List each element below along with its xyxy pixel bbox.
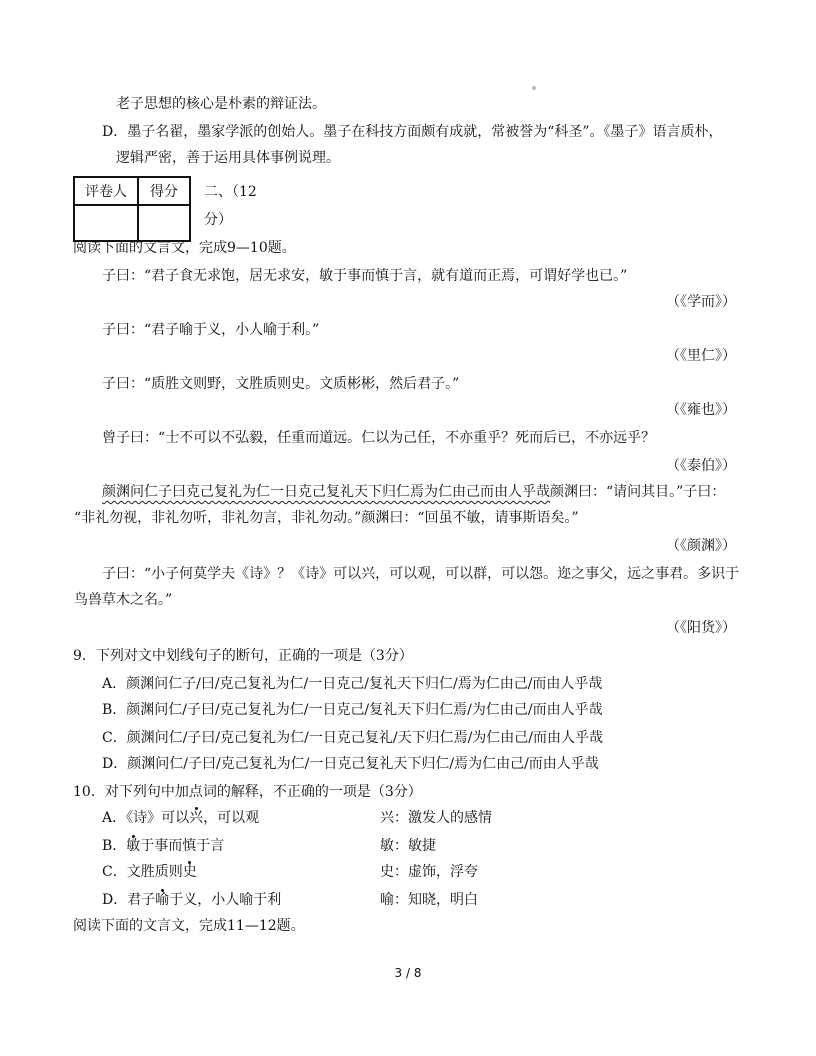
grader-cell [74,205,138,241]
question-10-explanation-b: 敏：敏捷 [380,838,436,854]
source-yongye: （《雍也》） [666,402,736,418]
source-xueer: （《学而》） [666,294,736,310]
section-heading [204,178,257,234]
reading-instruction-1: 阅读下面的文言文，完成9—10题。 [73,240,296,256]
passage-yongye: 子曰：“质胜文则野，文胜质则史。文质彬彬，然后君子。” [102,376,460,392]
option-b-rest: 于事而慎于言 [140,838,225,854]
passage-yanghuo-line1: 子曰：“小子何莫学夫《诗》？《诗》可以兴，可以观，可以群，可以怨。迩之事父，远之事君。多识于 [102,566,740,582]
passage-yanghuo-line2: 鸟兽草木之名。” [74,592,173,608]
score-header: 得分 [138,177,190,205]
dotted-word-a: 兴 [189,810,204,826]
section-heading-line1: 二、（12 [204,184,257,200]
passage-yanyuan-line2: “非礼勿视，非礼勿听，非礼勿言，非礼勿动。”颜渊曰：“回虽不敏，请事斯语矣。” [74,510,579,526]
option-b-label: B． [102,838,127,854]
question-10-explanation-c: 史：虚饰，浮夸 [380,864,478,880]
option-c-tail: 老子思想的核心是朴素的辩证法。 [116,96,326,112]
option-a-label: A．《诗》可以 [102,810,190,826]
passage-xueer: 子曰：“君子食无求饱，居无求安，敏于事而慎于言，就有道而正焉，可谓好学也已。” [102,268,628,284]
source-liren: （《里仁》） [666,348,736,364]
section-heading-line2: 分） [204,212,232,228]
question-9-stem: 9．下列对文中划线句子的断句，正确的一项是（3分） [73,648,413,664]
option-a-rest: ，可以观 [203,810,260,826]
underlined-sentence: 颜渊问仁子曰克己复礼为仁一日克己复礼天下归仁焉为仁由己而由人乎哉 [102,484,550,500]
score-table [73,176,191,242]
dotted-word-c: 史 [182,864,197,880]
question-9-option-a: A．颜渊问仁子/曰/克己复礼为仁/一日克己/复礼天下归仁/焉为仁由己/而由人乎哉 [102,676,603,692]
question-9-option-d: D．颜渊问仁/子曰/克己复礼为仁/一日克己复礼天下归仁/焉为仁由己/而由人乎哉 [102,756,599,772]
dotted-word-b: 敏 [126,838,141,854]
passage-yanyuan-line1 [102,482,725,502]
question-10-explanation-a: 兴：激发人的感情 [380,810,492,826]
source-yanyuan: （《颜渊》） [666,538,736,554]
grader-header: 评卷人 [74,177,138,205]
question-10-option-b [102,836,224,856]
passage-liren: 子曰：“君子喻于义，小人喻于利。” [102,322,320,338]
question-10-option-d [102,890,281,910]
question-10-option-c [102,862,197,882]
score-cell [138,205,190,241]
question-10-option-a [102,808,259,828]
option-c-label: C．文胜质则 [102,864,183,880]
scan-dot [532,86,536,90]
question-9-option-b: B．颜渊问仁/子曰/克己复礼为仁/一日克己/复礼天下归仁焉/为仁由己/而由人乎哉 [102,702,603,718]
question-10-stem: 10．对下列句中加点词的解释，不正确的一项是（3分） [73,784,422,800]
dotted-word-d: 喻 [155,892,170,908]
source-taibo: （《泰伯》） [666,458,736,474]
option-d-line1: D．墨子名翟，墨家学派的创始人。墨子在科技方面颇有成就，常被誉为“科圣”。《墨子》语言质朴， [102,124,723,140]
option-d-rest: 于义，小人喻于利 [169,892,282,908]
passage-yanyuan-rest: 颜渊曰：“请问其目。”子曰： [550,484,726,500]
option-d-line2: 逻辑严密，善于运用具体事例说理。 [116,150,340,166]
option-d-label: D．君子 [102,892,156,908]
source-yanghuo: （《阳货》） [666,620,736,636]
question-9-option-c: C．颜渊问仁/子曰/克己复礼为仁/一日克己复礼/天下归仁焉/为仁由己/而由人乎哉 [102,730,604,746]
reading-instruction-2: 阅读下面的文言文，完成11—12题。 [73,918,305,934]
page-number: 3 / 8 [394,966,422,980]
passage-taibo: 曾子曰：“士不可以不弘毅，任重而道远。仁以为己任，不亦重乎？死而后已，不亦远乎？ [102,430,656,446]
question-10-explanation-d: 喻：知晓，明白 [380,892,478,908]
